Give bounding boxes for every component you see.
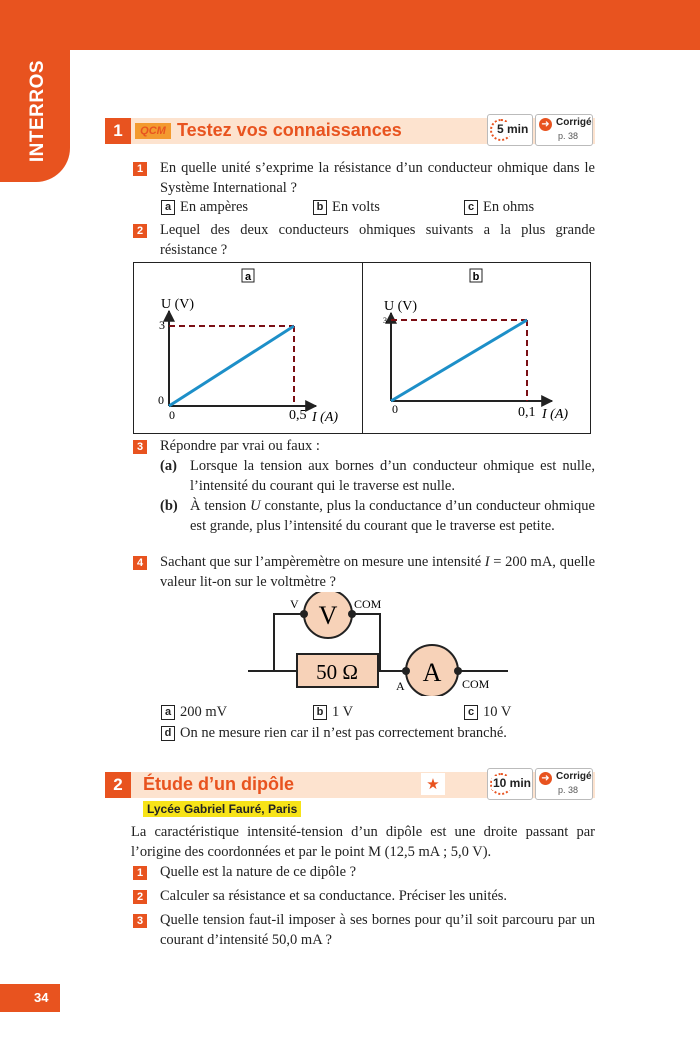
voltmeter-v-terminal: V (290, 597, 299, 611)
question-text: Quelle tension faut-il imposer à ses bornes pour qu’il soit parcouru par un courant d’intensité 50,0 mA ? (160, 912, 595, 948)
data-line-a (169, 326, 294, 406)
question-text: Lequel des deux conducteurs ohmiques suivants a la plus grande résistance ? (160, 222, 595, 258)
y-label-a: U (V) (161, 297, 195, 312)
voltmeter-com-terminal: COM (354, 597, 382, 611)
terminal (402, 667, 410, 675)
option-c[interactable]: c 10 V (464, 703, 511, 721)
question-text: Répondre par vrai ou faux : (160, 438, 320, 454)
question-number: 3 (133, 440, 147, 454)
side-tab-label: INTERROS (27, 59, 48, 163)
question-number: 3 (133, 914, 147, 928)
corrige-label: Corrigé (556, 771, 592, 782)
question-text: Sachant que sur l’ampèremètre on mesure une intensité I = 200 mA, quelle valeur lit-on sur le voltmètre ? (160, 554, 596, 590)
question-text: Calculer sa résistance et sa conductance. Préciser les unités. (160, 888, 508, 904)
corrige-page: p. 38 (558, 131, 579, 141)
x-tick-a-05: 0,5 (289, 408, 307, 423)
option-a[interactable]: a 200 mV (161, 703, 227, 721)
resistor-label: 50 Ω (316, 660, 358, 684)
section-title: Étude d’un dipôle (143, 774, 294, 794)
option-d[interactable]: d On ne mesure rien car il n’est pas correctement branché. (161, 724, 507, 742)
time-label: 5 min (497, 122, 529, 136)
star-icon: ★ (421, 773, 445, 795)
panel-a-label: a (244, 271, 252, 283)
question-text: En quelle unité s’exprime la résistance d’un conducteur ohmique dans le Système International ? (160, 160, 595, 196)
ammeter-label: A (422, 658, 442, 687)
page-corner (70, 50, 700, 110)
x-tick-a-0: 0 (169, 408, 175, 422)
question-number: 4 (133, 556, 147, 570)
corrige-page: p. 38 (558, 785, 579, 795)
part-label-b: (b) (160, 498, 178, 514)
arrow-right-icon: ➜ (539, 118, 552, 131)
terminal (300, 610, 308, 618)
question-number: 1 (133, 162, 147, 176)
x-label-a: I (A) (312, 410, 339, 425)
question-number: 2 (133, 224, 147, 238)
section-title: Testez vos connaissances (177, 120, 402, 140)
y-tick-a-3: 3 (159, 318, 165, 332)
x-tick-b-01: 0,1 (518, 405, 536, 420)
circuit-diagram (240, 592, 520, 696)
question-number: 1 (133, 866, 147, 880)
question-text: Quelle est la nature de ce dipôle ? (160, 864, 357, 880)
option-a[interactable]: a En ampères (161, 198, 248, 216)
arrow-right-icon: ➜ (539, 772, 552, 785)
exercise-intro: La caractéristique intensité-tension d’un dipôle est une droite passant par l’origine des coordonnées et par le point M (12,5 mA ; 5,0 V). (131, 824, 595, 860)
section-number: 2 (105, 772, 131, 798)
section-2-header (105, 772, 595, 798)
option-b[interactable]: b En volts (313, 198, 380, 216)
ammeter-a-terminal: A (396, 679, 405, 693)
x-tick-b-0: 0 (392, 402, 398, 416)
y-tick-a-0: 0 (158, 393, 164, 407)
voltmeter-label: V (318, 601, 338, 630)
y-tick-b-3: 3 (383, 316, 387, 325)
page-number: 34 (0, 984, 60, 1012)
header-band (0, 0, 700, 50)
qcm-badge: QCM (135, 123, 171, 139)
part-label-a: (a) (160, 458, 177, 474)
graphs-svg (134, 263, 590, 433)
data-line-b (391, 320, 527, 401)
section-1-header (105, 118, 595, 144)
part-text-a: Lorsque la tension aux bornes d’un conducteur ohmique est nulle, l’intensité du courant qui le traverse est nulle. (190, 458, 595, 494)
question-number: 2 (133, 890, 147, 904)
graphs-table (133, 262, 591, 434)
terminal (454, 667, 462, 675)
terminal (348, 610, 356, 618)
time-box (487, 768, 533, 800)
option-b[interactable]: b 1 V (313, 703, 353, 721)
option-c[interactable]: c En ohms (464, 198, 534, 216)
corrige-label: Corrigé (556, 117, 592, 128)
corrige-box[interactable] (535, 114, 593, 146)
time-box (487, 114, 533, 146)
source-label: Lycée Gabriel Fauré, Paris (143, 801, 301, 817)
y-label-b: U (V) (384, 299, 418, 314)
ammeter-com-terminal: COM (462, 677, 490, 691)
part-text-b: À tension U constante, plus la conductance d’un conducteur ohmique est grande, plus l’intensité du courant que le traverse est petite. (190, 498, 595, 534)
x-label-b: I (A) (542, 407, 569, 422)
panel-b-label: b (472, 271, 480, 283)
section-number: 1 (105, 118, 131, 144)
time-label: 10 min (493, 776, 532, 790)
corrige-box[interactable] (535, 768, 593, 800)
